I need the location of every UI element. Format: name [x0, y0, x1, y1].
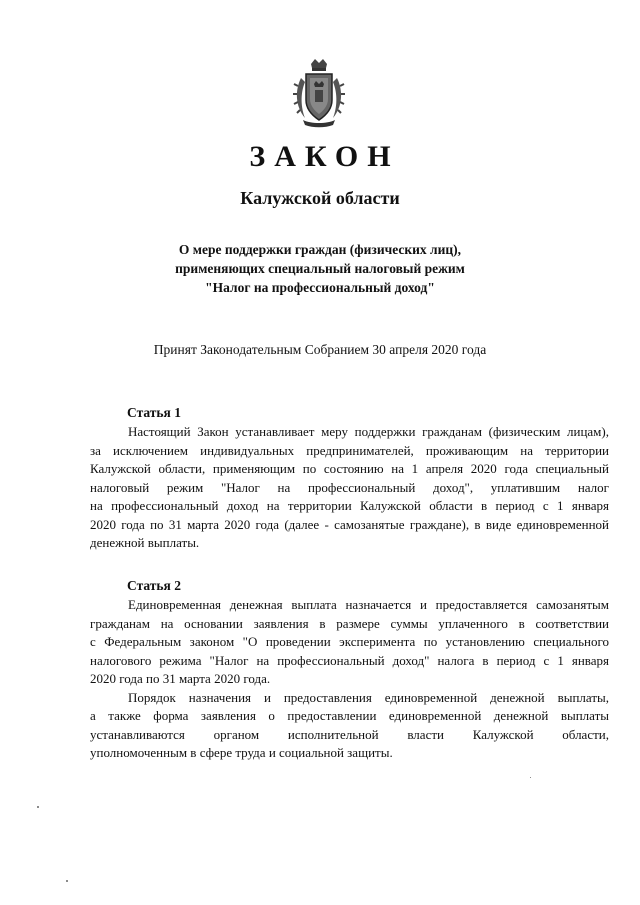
text-line: Калужской области, применяющим по состоянию на 1 апреля 2020 года специальный	[90, 461, 609, 476]
text-line: гражданам на основании заявления в размере суммы уплаченного в соответствии	[90, 615, 609, 631]
text-line: 2020 года по 31 марта 2020 года.	[90, 671, 271, 686]
scan-speck	[37, 806, 39, 808]
scan-speck	[530, 777, 531, 778]
article-2-heading: Статья 2	[127, 578, 181, 593]
subject-line: О мере поддержки граждан (физических лиц),	[178, 242, 462, 257]
coat-of-arms-icon	[291, 58, 347, 128]
text-line: с Федеральным законом "О проведении эксперимента по установлению специального	[90, 634, 609, 649]
text-line: за исключением индивидуальных предпринимателей, проживающим на территории	[90, 442, 609, 458]
text-line: уполномоченным в сфере труда и социальной защиты.	[90, 745, 393, 760]
text-line: налогового режима "Налог на профессиональный доход" налога в период с 1 января	[90, 652, 609, 668]
law-title: ЗАКОН	[249, 140, 400, 173]
text-line: налоговый режим "Налог на профессиональный доход", уплатившим налог	[90, 479, 609, 495]
article-1-body	[90, 423, 609, 553]
subject-line: применяющих специальный налоговый режим	[175, 261, 465, 276]
text-line: Единовременная денежная выплата назначается и предоставляется самозанятым	[128, 597, 609, 612]
text-line: а также форма заявления о предоставлении единовременной денежной выплаты	[90, 708, 609, 723]
subject-line: "Налог на профессиональный доход"	[205, 280, 435, 295]
article-1-heading: Статья 1	[127, 405, 181, 420]
text-line: Настоящий Закон устанавливает меру поддержки гражданам (физическим лицам),	[128, 424, 609, 439]
adoption-note: Принят Законодательным Собранием 30 апреля 2020 года	[153, 342, 487, 357]
article-2-body	[90, 596, 609, 763]
law-subject	[0, 240, 640, 297]
region-title: Калужской области	[240, 188, 400, 208]
text-line: 2020 года по 31 марта 2020 года (далее - самозанятые граждане), в виде единовременной	[90, 516, 609, 532]
text-line: устанавливаются органом исполнительной власти Калужской области,	[90, 726, 609, 742]
scan-speck	[66, 880, 68, 882]
text-line: денежной выплаты.	[90, 535, 200, 550]
text-line: Порядок назначения и предоставления единовременной денежной выплаты,	[128, 689, 609, 705]
text-line: на профессиональный доход на территории Калужской области в период с 1 января	[90, 498, 609, 513]
